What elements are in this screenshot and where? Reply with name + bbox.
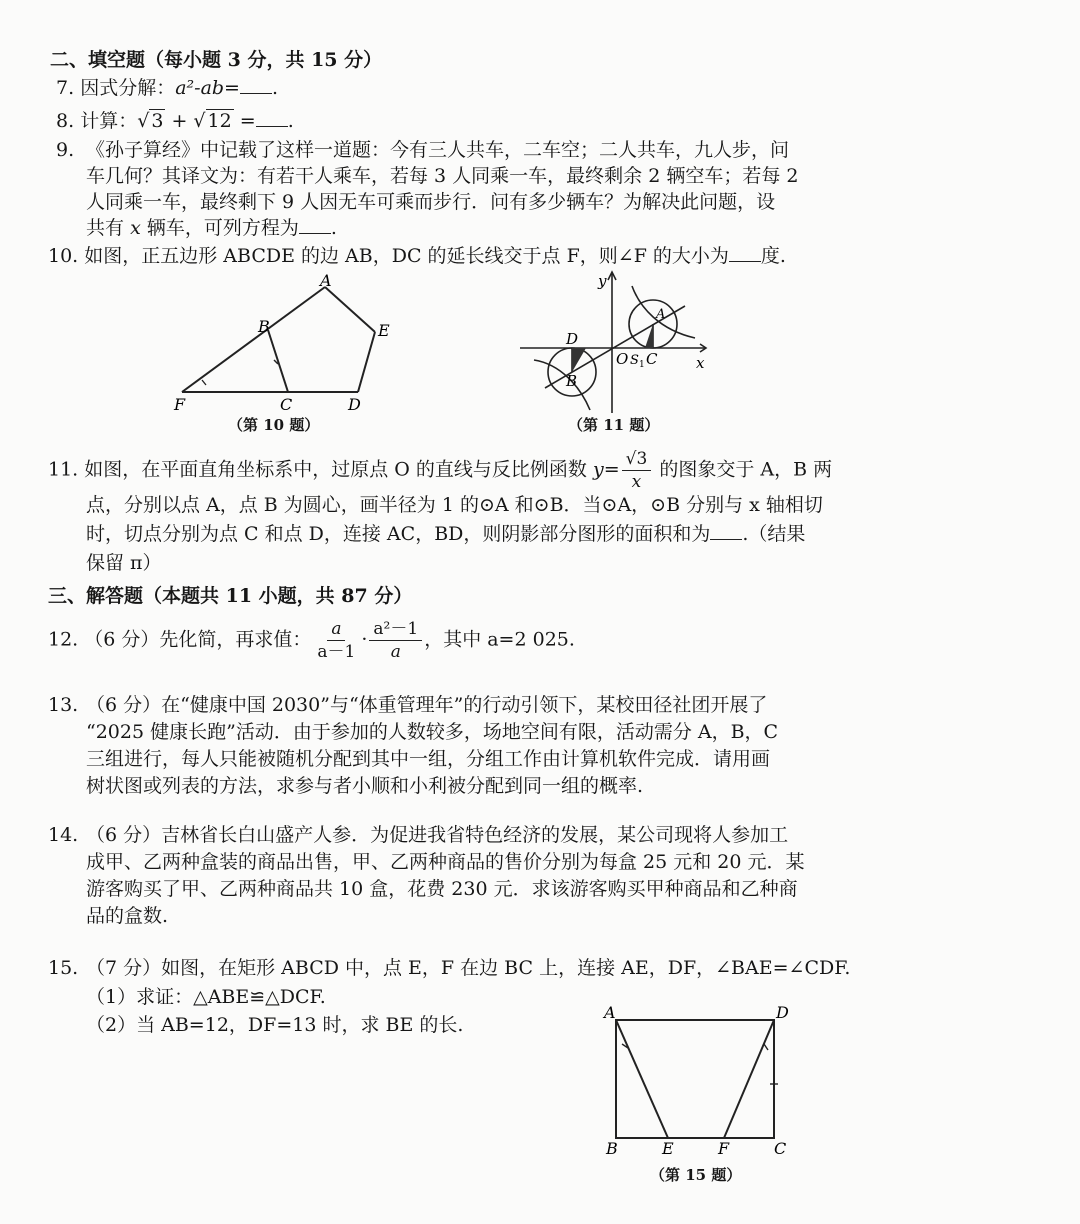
q15-line-1: （7 分）如图，在矩形 ABCD 中，点 E，F 在边 BC 上，连接 AE，DF，∠BAE=∠CDF. (86, 957, 851, 979)
q14-line-3: 游客购买了甲、乙两种商品共 10 盒，花费 230 元．求该游客购买甲种商品和乙种商 (86, 878, 798, 900)
q8-answer-blank (256, 110, 288, 127)
fig15-angle-mark-D (764, 1044, 768, 1050)
figure-15 (600, 1002, 800, 1162)
fig15-label-D: D (776, 1003, 789, 1022)
q11-answer-blank (710, 523, 742, 540)
q11-line-1-start: 如图，在平面直角坐标系中，过原点 O 的直线与反比例函数 (84, 458, 587, 481)
q12-number: 12. (48, 628, 79, 651)
q12-fraction-1 (313, 618, 359, 663)
q9-line-1: 《孙子算经》中记载了这样一道题：今有三人共车，二车空；二人共车，九人步，问 (86, 139, 790, 161)
section-2-title: 二、填空题（每小题 3 分，共 15 分） (50, 49, 383, 71)
fig11-caption: （第 11 题） (568, 416, 660, 434)
q11-number: 11. (48, 458, 79, 481)
q9-line-3: 人同乘一车，最终剩下 9 人因无车可乘而步行．问有多少辆车？为解决此问题，设 (86, 191, 776, 213)
fig11-hyperbola-branch-2 (534, 360, 590, 410)
fig15-rectangle-ABCD (616, 1020, 774, 1138)
q11-fraction-denominator: x (631, 472, 642, 492)
q15-part-2: （2）当 AB=12，DF=13 时，求 BE 的长. (86, 1014, 464, 1036)
fig11-label-y: y (598, 272, 607, 290)
q8-plus: + (171, 110, 188, 132)
q10-end: 度. (760, 245, 786, 267)
q7-answer-blank (240, 77, 272, 94)
fig11-label-D: D (566, 330, 579, 348)
q13-line-4: 树状图或列表的方法，求参与者小顺和小利被分配到同一组的概率. (86, 775, 644, 797)
q12-f2-numerator: a²－1 (369, 618, 422, 641)
q9-number: 9. (56, 139, 75, 161)
question-8: 8. 计算：√ 3 + √ 12 = . (56, 110, 294, 132)
q7-end: . (271, 77, 279, 99)
fig10-label-F: F (174, 395, 186, 414)
q13-line-1: （6 分）在“健康中国 2030”与“体重管理年”的行动引领下，某校田径社团开展了 (86, 694, 768, 716)
fig15-segment-AE (616, 1020, 668, 1138)
question-11-line-1 (48, 448, 832, 493)
q8-text: 计算： (80, 110, 138, 132)
q12-tail: ，其中 a=2 025. (424, 628, 575, 651)
q9-end: . (330, 217, 337, 239)
q12-f1-numerator: a (327, 618, 345, 641)
q13-line-2: “2025 健康长跑”活动．由于参加的人数较多，场地空间有限，活动需分 A，B，C (86, 721, 779, 743)
fig10-edge-AE (325, 287, 375, 332)
q9-line-2: 车几何？其译文为：有若干人乘车，若每 3 人同乘一车，最终剩余 2 辆空车；若每 2 (86, 165, 799, 187)
fig10-label-E: E (378, 321, 390, 340)
fig15-label-B: B (606, 1139, 618, 1158)
figure-11 (520, 268, 730, 418)
q9-line-4-start: 共有 (86, 217, 125, 239)
q9-line-4 (86, 215, 337, 241)
fig11-label-S-subscript: 1 (639, 360, 645, 370)
q11-fraction (622, 448, 652, 493)
q10-number: 10. (48, 245, 79, 267)
fig10-label-B: B (258, 317, 270, 336)
fig11-label-x: x (696, 354, 705, 372)
q11-line-1-end: 的图象交于 A，B 两 (659, 458, 833, 481)
q7-number: 7. (56, 77, 75, 99)
q13-line-3: 三组进行，每人只能被随机分配到其中一组，分组工作由计算机软件完成．请用画 (86, 748, 771, 770)
q11-function-lhs: y= (592, 458, 620, 481)
q13-number: 13. (48, 694, 79, 716)
q7-expression: a²-ab= (175, 77, 240, 99)
fig15-label-C: C (774, 1139, 787, 1158)
q14-line-2: 成甲、乙两种盒装的商品出售，甲、乙两种商品的售价分别为每盒 25 元和 20 元．某 (86, 851, 805, 873)
fig11-label-B: B (566, 372, 578, 390)
fig11-label-A: A (656, 307, 666, 322)
q12-dot: · (361, 628, 368, 651)
q9-answer-blank (299, 217, 331, 234)
fig10-label-A: A (320, 272, 332, 290)
q8-end: . (287, 110, 294, 132)
figure-10 (170, 272, 400, 422)
q14-number: 14. (48, 824, 79, 846)
q9-variable: x (130, 217, 141, 239)
fig11-label-C: C (646, 350, 658, 368)
fig10-line-FA (182, 287, 325, 392)
q11-line-3-text: 时，切点分别为点 C 和点 D，连接 AC，BD，则阴影部分图形的面积和为 (86, 523, 711, 545)
question-7 (56, 75, 278, 101)
q12-f1-denominator: a－1 (317, 642, 356, 662)
q14-line-4: 品的盒数. (86, 905, 169, 927)
fig10-label-D: D (348, 395, 361, 414)
q8-radicand-1: 3 (151, 110, 164, 132)
q11-line-4: 保留 π） (86, 552, 162, 574)
fig11-label-O: O (616, 350, 629, 368)
question-10 (48, 243, 786, 269)
fig15-caption: （第 15 题） (650, 1166, 742, 1184)
q11-line-3-end: .（结果 (742, 523, 806, 545)
q12-text: （6 分）先化简，再求值： (84, 628, 312, 651)
fig10-label-C: C (280, 395, 293, 414)
fig15-label-F: F (718, 1139, 730, 1158)
q8-number: 8. (56, 110, 75, 132)
fig11-label-S: S (630, 353, 639, 368)
fig15-segment-DF (724, 1020, 774, 1138)
section-3-title: 三、解答题（本题共 11 小题，共 87 分） (48, 585, 413, 607)
fig10-edge-ED (358, 332, 375, 392)
q11-line-3 (86, 521, 805, 547)
question-12 (48, 618, 575, 663)
q11-line-2: 点，分别以点 A，点 B 为圆心，画半径为 1 的⊙A 和⊙B．当⊙A，⊙B 分别与 x 轴相切 (86, 494, 823, 516)
q12-fraction-2 (369, 618, 422, 663)
q12-f2-denominator: a (390, 642, 401, 662)
q7-text: 因式分解： (80, 77, 176, 99)
fig10-edge-BC (268, 330, 288, 392)
fig15-label-A: A (604, 1003, 616, 1022)
q8-radicand-2: 12 (207, 110, 232, 132)
fig10-caption: （第 10 题） (228, 416, 320, 434)
q15-part-1: （1）求证：△ABE≌△DCF. (86, 986, 326, 1008)
q8-equals: = (239, 110, 256, 132)
q10-answer-blank (729, 245, 761, 262)
q15-number: 15. (48, 957, 79, 979)
fig10-angle-mark (202, 380, 206, 385)
q14-line-1: （6 分）吉林省长白山盛产人参．为促进我省特色经济的发展，某公司现将人参加工 (86, 824, 789, 846)
q10-text: 如图，正五边形 ABCDE 的边 AB，DC 的延长线交于点 F，则∠F 的大小为 (84, 245, 729, 267)
q11-fraction-numerator: √3 (622, 448, 652, 471)
fig15-label-E: E (662, 1139, 674, 1158)
q9-line-4-mid: 辆车，可列方程为 (146, 217, 299, 239)
